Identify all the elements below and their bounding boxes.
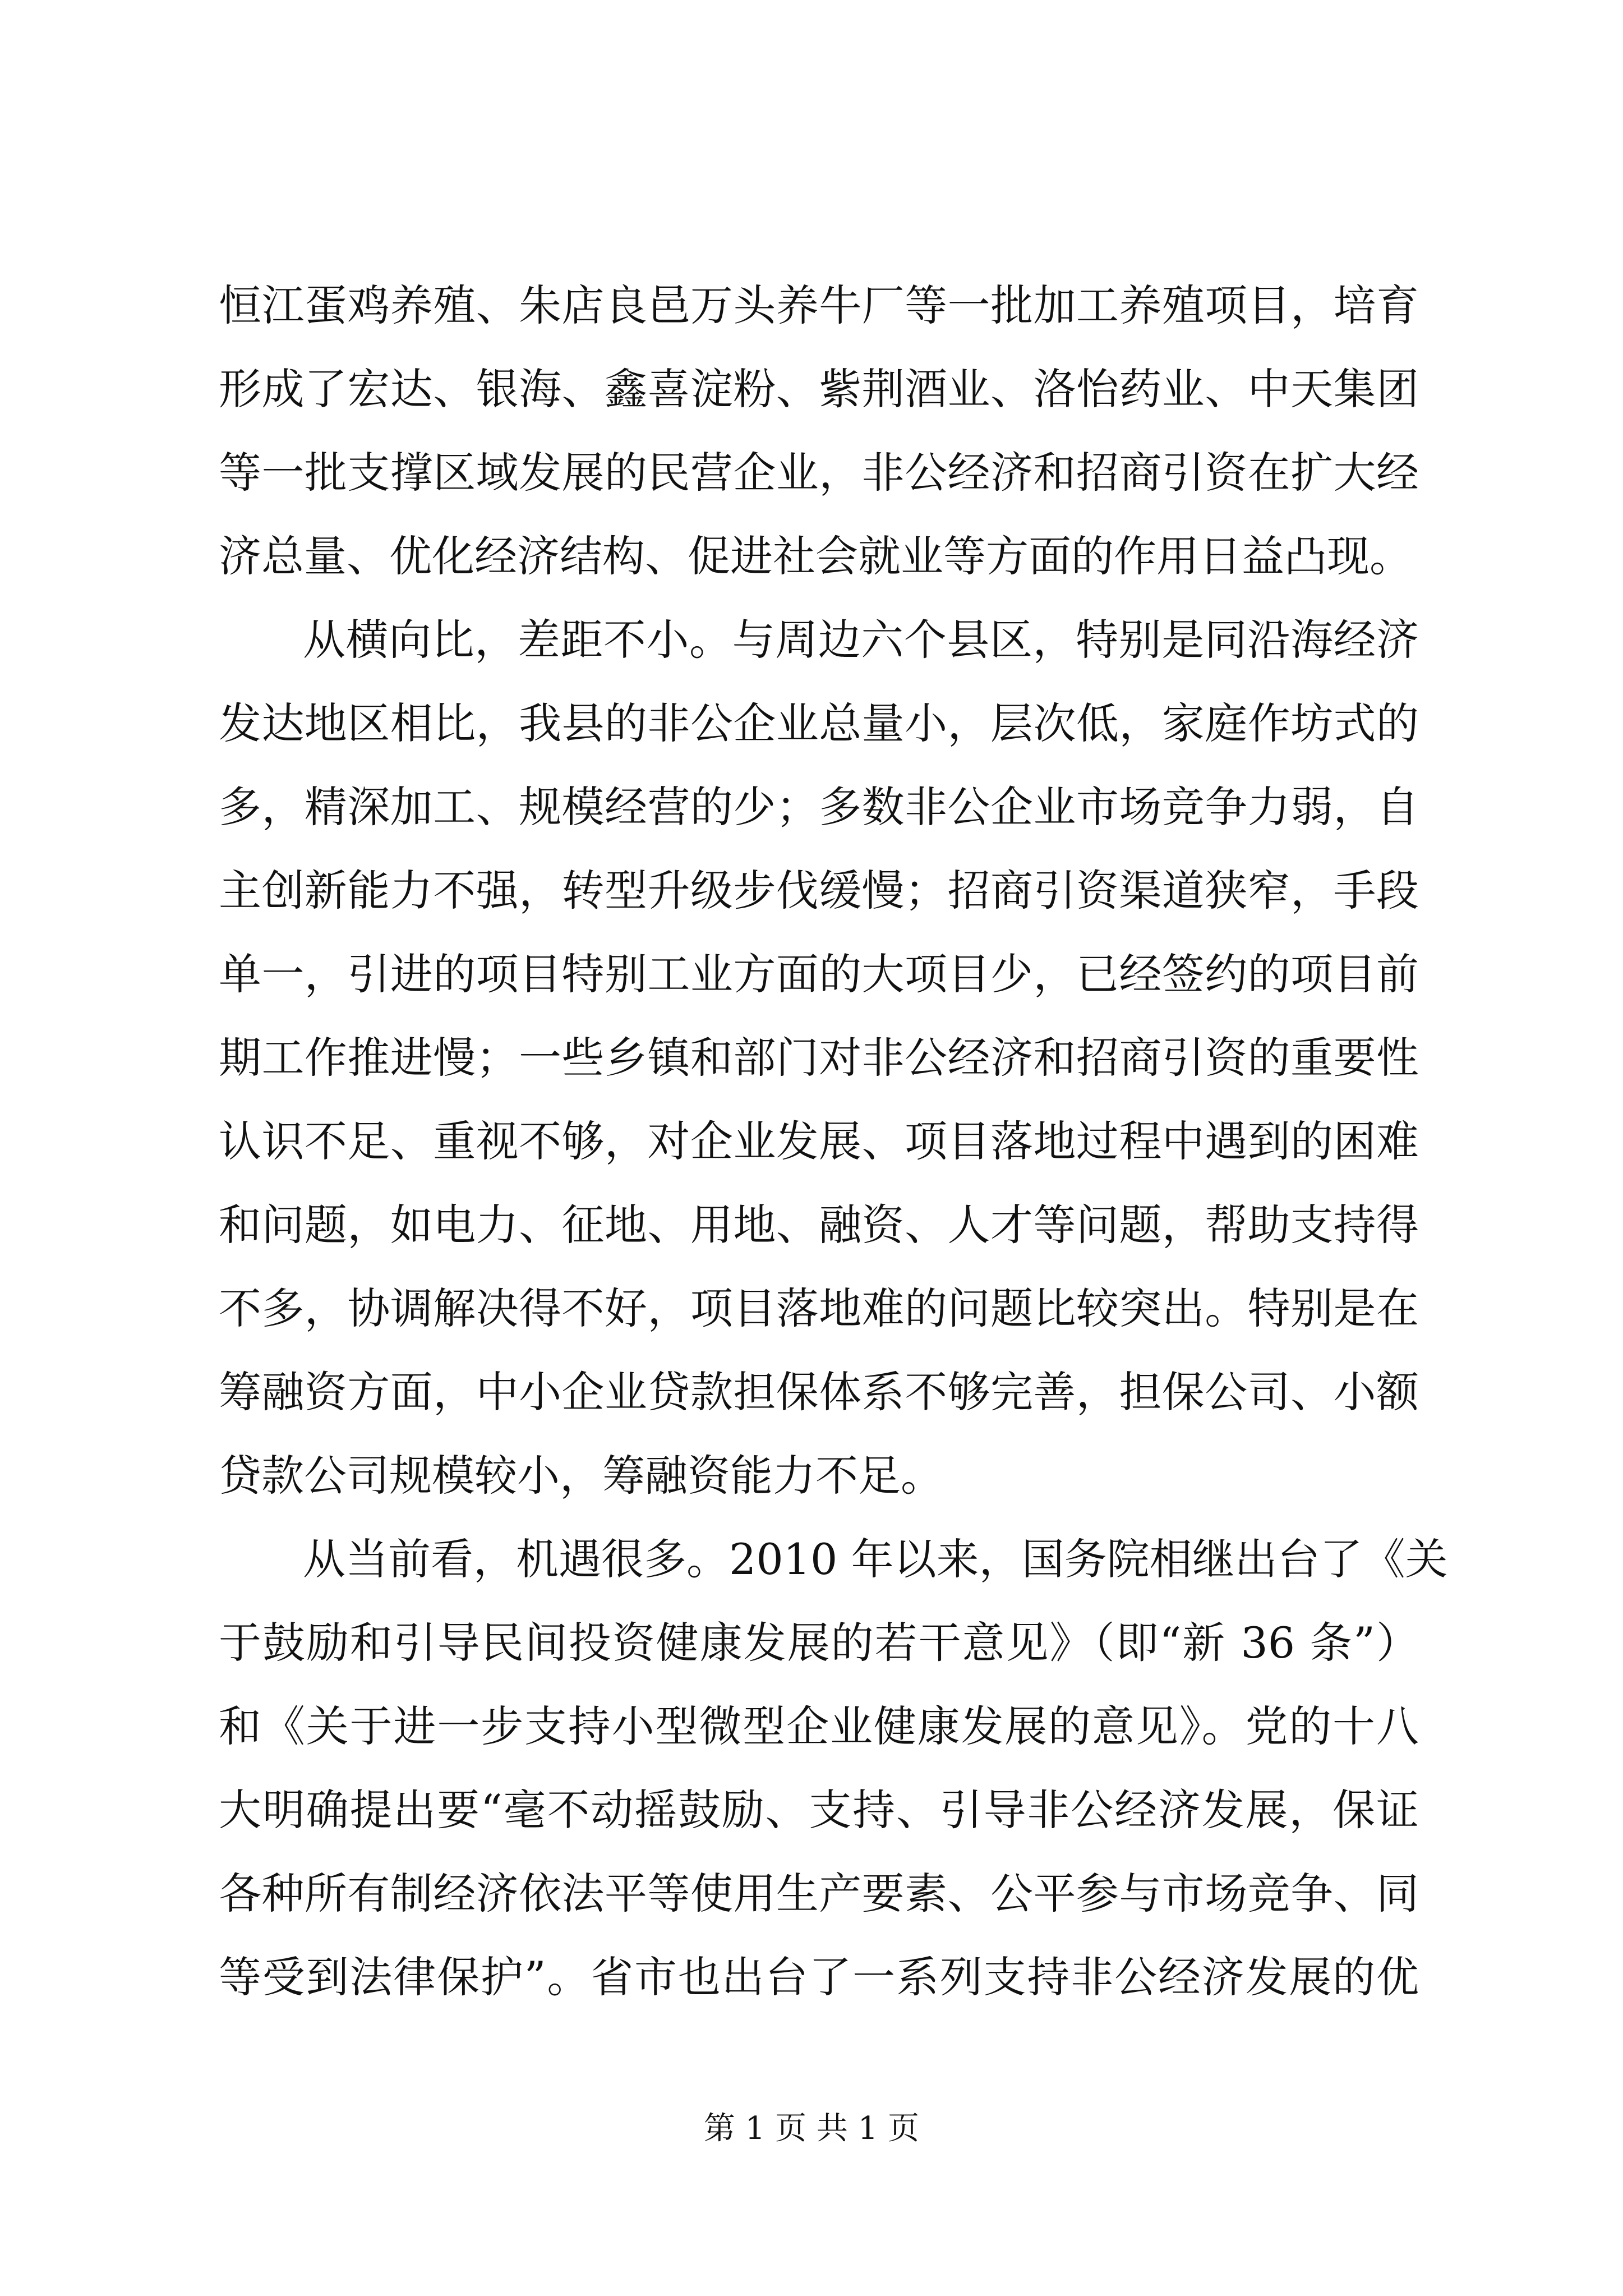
text-line: 各种所有制经济依法平等使用生产要素、公平参与市场竞争、同 [219, 1869, 1419, 1918]
text-line: 和《关于进一步支持小型微型企业健康发展的意见》。党的十八 [219, 1701, 1419, 1751]
paragraph-start-line: 从当前看，机遇很多。2010 年以来，国务院相继出台了《关 [303, 1534, 1448, 1584]
text-line: 等一批支撑区域发展的民营企业，非公经济和招商引资在扩大经 [219, 448, 1419, 498]
text-line: 等受到法律保护”。省市也出台了一系列支持非公经济发展的优 [219, 1952, 1419, 2002]
text-line: 多，精深加工、规模经营的少；多数非公企业市场竞争力弱，自 [219, 782, 1419, 832]
text-line: 恒江蛋鸡养殖、朱店良邑万头养牛厂等一批加工养殖项目，培育 [219, 280, 1419, 330]
text-line: 发达地区相比，我县的非公企业总量小，层次低，家庭作坊式的 [219, 698, 1419, 748]
text-line: 不多，协调解决得不好，项目落地难的问题比较突出。特别是在 [219, 1283, 1419, 1333]
document-body [219, 264, 1448, 2019]
text-line: 和问题，如电力、征地、用地、融资、人才等问题，帮助支持得 [219, 1200, 1419, 1250]
text-line: 单一，引进的项目特别工业方面的大项目少，已经签约的项目前 [219, 949, 1419, 999]
text-line: 于鼓励和引导民间投资健康发展的若干意见》（即“新 36 条”） [219, 1618, 1419, 1668]
text-line: 期工作推进慢；一些乡镇和部门对非公经济和招商引资的重要性 [219, 1033, 1419, 1083]
text-line: 认识不足、重视不够，对企业发展、项目落地过程中遇到的困难 [219, 1116, 1419, 1166]
text-line: 济总量、优化经济结构、促进社会就业等方面的作用日益凸现。 [219, 531, 1412, 581]
text-line: 筹融资方面，中小企业贷款担保体系不够完善，担保公司、小额 [219, 1367, 1419, 1417]
text-line: 主创新能力不强，转型升级步伐缓慢；招商引资渠道狭窄，手段 [219, 866, 1419, 915]
text-line: 形成了宏达、银海、鑫喜淀粉、紫荆酒业、洛怡药业、中天集团 [219, 364, 1419, 414]
paragraph-start-line: 从横向比，差距不小。与周边六个县区，特别是同沿海经济 [303, 615, 1419, 665]
page-number-footer: 第 1 页 共 1 页 [703, 2110, 920, 2147]
text-line: 贷款公司规模较小，筹融资能力不足。 [219, 1451, 943, 1501]
text-line: 大明确提出要“毫不动摇鼓励、支持、引导非公经济发展，保证 [219, 1785, 1419, 1835]
